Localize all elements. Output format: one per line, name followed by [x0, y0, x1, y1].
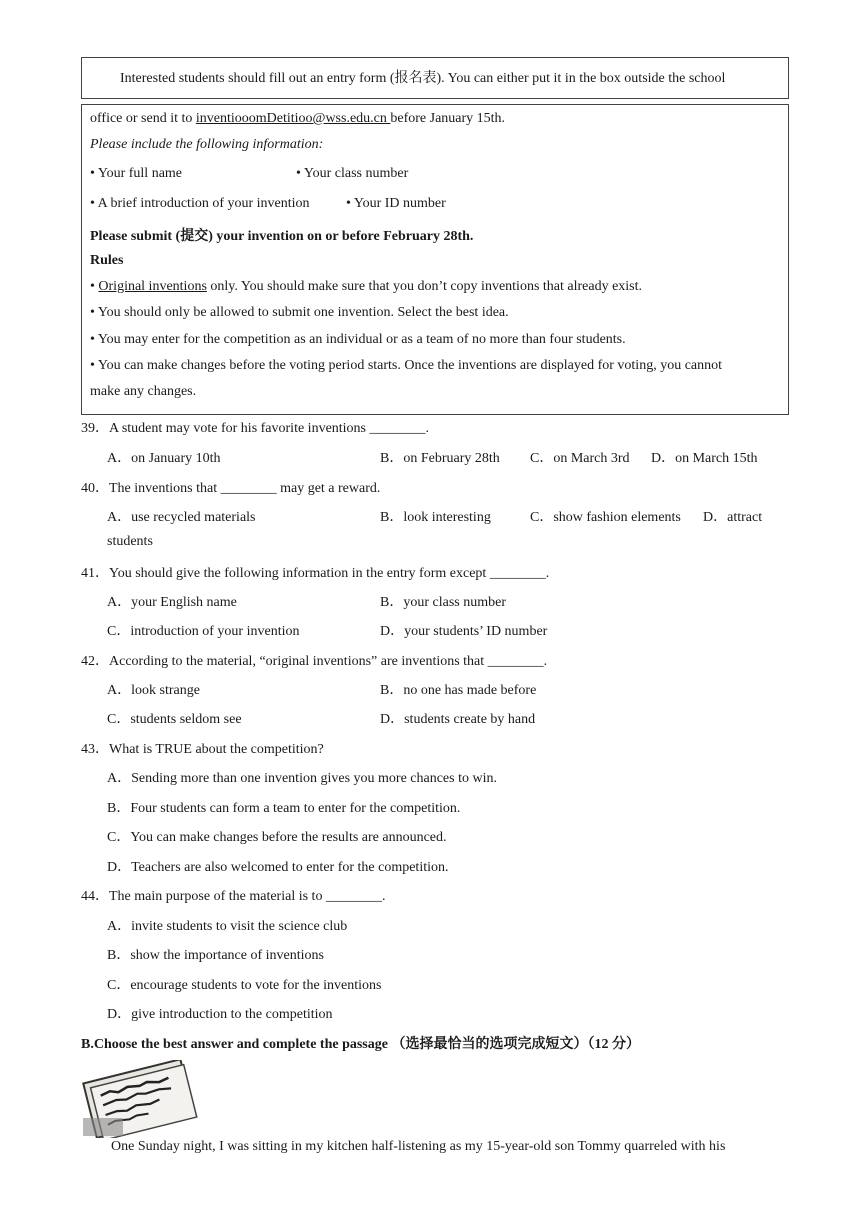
email-link[interactable]: inventiooomDetitioo@wss.edu.cn [195, 111, 391, 126]
rule-1: • Original inventions only. You should make sure that you don’t copy inventions that already exist. [90, 279, 643, 294]
letter-illustration [81, 1060, 206, 1138]
option-43-c[interactable]: C．You can make changes before the results are announced. [107, 830, 447, 845]
question-40: 40．The inventions that ________ may get a reward. [81, 481, 381, 496]
option-40-d[interactable]: D．attract [703, 510, 763, 525]
question-41: 41．You should give the following information in the entry form except ________. [81, 566, 550, 581]
option-40-c[interactable]: C．show fashion elements [530, 510, 681, 525]
info-class-number: • Your class number [296, 166, 409, 181]
notice-line-1: Interested students should fill out an entry form (报名表). You can either put it in the box outside the school [120, 71, 726, 86]
option-44-c[interactable]: C．encourage students to vote for the inventions [107, 978, 382, 993]
passage-start: One Sunday night, I was sitting in my kitchen half-listening as my 15-year-old son Tommy quarreled with his [111, 1139, 726, 1154]
rules-heading: Rules [90, 253, 124, 268]
notice-box-top [81, 57, 789, 99]
option-39-b[interactable]: B．on February 28th [380, 451, 500, 466]
option-40-a[interactable]: A．use recycled materials [107, 510, 256, 525]
option-41-c[interactable]: C．introduction of your invention [107, 624, 300, 639]
info-id-number: • Your ID number [346, 196, 446, 211]
notice-line-2: office or send it to inventiooomDetitioo@wss.edu.cn before January 15th. [90, 111, 506, 126]
question-43: 43．What is TRUE about the competition? [81, 742, 324, 757]
option-39-d[interactable]: D．on March 15th [651, 451, 758, 466]
option-43-d[interactable]: D．Teachers are also welcomed to enter for the competition. [107, 860, 449, 875]
option-39-a[interactable]: A．on January 10th [107, 451, 221, 466]
option-42-b[interactable]: B．no one has made before [380, 683, 537, 698]
include-heading: Please include the following information: [90, 137, 324, 152]
option-43-b[interactable]: B．Four students can form a team to enter for the competition. [107, 801, 461, 816]
submit-deadline: Please submit (提交) your invention on or before February 28th. [90, 229, 474, 244]
question-39: 39．A student may vote for his favorite inventions ________. [81, 421, 430, 436]
rule-4a: • You can make changes before the voting period starts. Once the inventions are displayed for voting, you cannot [90, 358, 723, 373]
option-40-d-wrap: students [107, 534, 153, 549]
question-44: 44．The main purpose of the material is to ________. [81, 889, 386, 904]
option-44-b[interactable]: B．show the importance of inventions [107, 948, 324, 963]
option-40-b[interactable]: B．look interesting [380, 510, 491, 525]
option-41-a[interactable]: A．your English name [107, 595, 237, 610]
rule-4b: make any changes. [90, 384, 197, 399]
option-42-d[interactable]: D．students create by hand [380, 712, 536, 727]
option-44-a[interactable]: A．invite students to visit the science club [107, 919, 348, 934]
option-44-d[interactable]: D．give introduction to the competition [107, 1007, 333, 1022]
info-introduction: • A brief introduction of your invention [90, 196, 310, 211]
question-42: 42．According to the material, “original inventions” are inventions that ________. [81, 654, 548, 669]
notice-box-main [81, 104, 789, 415]
info-full-name: • Your full name [90, 166, 183, 181]
option-41-b[interactable]: B．your class number [380, 595, 506, 610]
option-41-d[interactable]: D．your students’ ID number [380, 624, 548, 639]
option-42-a[interactable]: A．look strange [107, 683, 200, 698]
option-42-c[interactable]: C．students seldom see [107, 712, 242, 727]
option-43-a[interactable]: A．Sending more than one invention gives you more chances to win. [107, 771, 497, 786]
option-39-c[interactable]: C．on March 3rd [530, 451, 630, 466]
section-b-heading: B.Choose the best answer and complete the passage （选择最恰当的选项完成短文）（12 分） [81, 1037, 640, 1052]
rule-3: • You may enter for the competition as an individual or as a team of no more than four students. [90, 332, 626, 347]
rule-2: • You should only be allowed to submit one invention. Select the best idea. [90, 305, 509, 320]
